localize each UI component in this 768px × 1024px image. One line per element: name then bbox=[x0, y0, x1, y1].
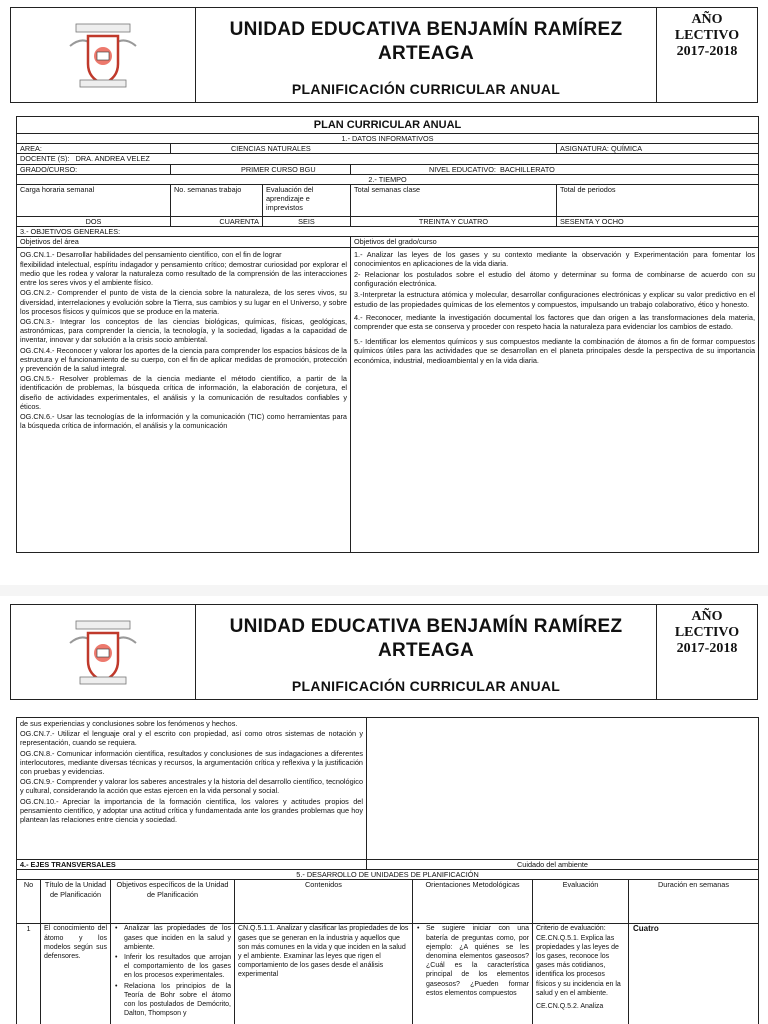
school-name-line1: UNIDAD EDUCATIVA BENJAMÍN RAMÍREZ bbox=[229, 19, 623, 40]
school-crest-icon bbox=[68, 18, 138, 92]
objetivos-cont-table: de sus experiencias y conclusiones sobre los fenómenos y hechos. OG.CN.7.- Utilizar el lenguaje oral y el escrito con propiedad, así como otros sistemas de notación y representación, cuando se requiera. OG.CN.8.- Comunicar información científica, resultados y conclusiones de sus indagaciones a diferentes interlocutores, mediante diversas técnicas y recursos, la argumentación crítica y reflexiva y la justificación con pruebas y evidencias. OG.CN.9.- Comprender y valorar los saberes ancestrales y la historia del desarrollo científico, tecnológico y cultural, considerando la acción que estas ejercen en la vida personal y social. OG.CN.10.- Apreciar la importancia de la formación científica, los valores y actitudes propios del pensamiento científico, y adoptar una actitud crítica y fundamentada ante los grandes problemas que hoy plantean las relaciones entre ciencia y sociedad. 4.- EJES TRANSVERSALES Cuidado del ambiente bbox=[16, 717, 759, 870]
plan-table: PLAN CURRICULAR ANUAL 1.- DATOS INFORMATIVOS AREA: CIENCIAS NATURALES ASIGNATURA: QUÍMICA DOCENTE (S): DRA. ANDREA VELEZ GRADO/CURSO: PRIMER CURSO BGU NIVEL EDUCATIVO: BACHILLERATO 2.- TIEMPO Carga horaria semanal No. semanas trabajo Evaluación del aprendizaje e imprevistos Total semanas clase Total de periodos DOS CUARENTA SEIS TREINTA Y CUATRO SESENTA Y OCHO 3.- OBJETIVOS GENERALES: Objetivos del área Objetivos del grado/curso OG.CN.1.- Desarrollar habilidades del pensamiento científico, con el fin de lograr flexibilidad intelectual, espíritu indagador y pensamiento crítico; demostrar curiosidad por explorar el medio que les rodea y valorar la naturaleza como resultado de la comprensión de las interacciones entre los seres vivos y el ambiente físico. OG.CN.2.- Comprender el punto de vista de la ciencia sobre la naturaleza, de los seres vivos, su diversidad, interrelaciones y evolución sobre la Tierra, sus cambios y su lugar en el Universo, y sobre los procesos físicos y químicos que se produce en la materia. OG.CN.3.- Integrar los conceptos de las ciencias biológicas, químicas, físicas, geológicas, astronómicas, para comprender la ciencia, la tecnología, y la sociedad, ligadas a la capacidad de inventar, innovar y dar solución a la crisis socio ambiental. OG.CN.4.- Reconocer y valorar los aportes de la ciencia para comprender los espacios básicos de la estructura y el funcionamiento de su cuerpo, con el fin de aplicar medidas de promoción, protección y prevención de la salud integral. OG.CN.5.- Resolver problemas de la ciencia mediante el método científico, a partir de la identificación de problemas, la búsqueda crítica de información, la elaboración de conjetura, el diseño de actividades experimentales, el análisis y la comunicación de resultados confiables y éticos. OG.CN.6.- Usar las tecnologías de la información y la comunicación (TIC) como herramientas para la búsqueda crítica de información, el análisis y la comunicación 1.- Analizar las leyes de los gases y su contexto mediante la observación y Experimentación para fomentar los conocimientos en aplicaciones de la vida diaria. 2- Relacionar los postulados sobre el estudio del átomo y determinar su forma de combinarse de acuerdo con su configuración electrónica. 3.-Interpretar la estructura atómica y molecular, desarrollar configuraciones electrónicas y explicar su valor predictivo en el estudio de las propiedades químicas de los elementos y compuestos, impulsando un trabajo colaborativo, ético y honesto. 4.- Reconocer, mediante la investigación documental los factores que dan origen a las transformaciones dela materia, comprender que esta se conserva y proceder con respeto hacia la naturaleza para evidenciar los cambios de estado. 5.- Identificar los elementos químicos y sus compuestos mediante la combinación de átomos a fin de formar compuestos químicos útiles para las actividades que se desarrollan en el planeta principales desde la perspectiva de su importancia económica, industrial, medioambiental y en la vida diaria. bbox=[16, 116, 759, 553]
document-header-2: UNIDAD EDUCATIVA BENJAMÍN RAMÍREZ ARTEAGA PLANIFICACIÓN CURRICULAR ANUAL AÑO LECTIVO 2017-2018 bbox=[10, 604, 758, 700]
units-table-block bbox=[16, 717, 758, 1024]
plan-table-block bbox=[16, 116, 758, 553]
document-subtitle: PLANIFICACIÓN CURRICULAR ANUAL bbox=[291, 81, 561, 97]
section-ejes: 4.- EJES TRANSVERSALES bbox=[17, 860, 367, 870]
objetivos-area: OG.CN.1.- Desarrollar habilidades del pensamiento científico, con el fin de lograr flexibilidad intelectual, espíritu indagador y pensamiento crítico; demostrar curiosidad por explorar el medio que les rodea y valorar la naturaleza como resultado de la comprensión de las interacciones entre los seres vivos y el ambiente físico. OG.CN.2.- Comprender el punto de vista de la ciencia sobre la naturaleza, de los seres vivos, su diversidad, interrelaciones y evolución sobre la Tierra, sus cambios y su lugar en el Universo, y sobre los procesos físicos y químicos que se produce en la materia. OG.CN.3.- Integrar los conceptos de las ciencias biológicas, químicas, físicas, geológicas, astronómicas, para comprender la ciencia, la tecnología, y la sociedad, ligadas a la capacidad de inventar, innovar y dar solución a la crisis socio ambiental. OG.CN.4.- Reconocer y valorar los aportes de la ciencia para comprender los espacios básicos de la estructura y el funcionamiento de su cuerpo, con el fin de aplicar medidas de promoción, protección y prevención de la salud integral. OG.CN.5.- Resolver problemas de la ciencia mediante el método científico, a partir de la identificación de problemas, la búsqueda crítica de información, la elaboración de conjetura, el diseño de actividades experimentales, el análisis y la comunicación de resultados confiables y éticos. OG.CN.6.- Usar las tecnologías de la información y la comunicación (TIC) como herramientas para la búsqueda crítica de información, el análisis y la comunicación bbox=[17, 247, 351, 552]
objetivos-area-cont: de sus experiencias y conclusiones sobre los fenómenos y hechos. OG.CN.7.- Utilizar el lenguaje oral y el escrito con propiedad, así como otros sistemas de notación y representación, cuando se requiera. OG.CN.8.- Comunicar información científica, resultados y conclusiones de sus indagaciones a diferentes interlocutores, mediante diversas técnicas y recursos, la argumentación crítica y reflexiva y la justificación con pruebas y evidencias. OG.CN.9.- Comprender y valorar los saberes ancestrales y la historia del desarrollo científico, tecnológico y cultural, considerando la acción que estas ejercen en la vida personal y social. OG.CN.10.- Apreciar la importancia de la formación científica, los valores y actitudes propios del pensamiento científico, y adoptar una actitud crítica y fundamentada ante los grandes problemas que hoy plantean las relaciones entre ciencia y sociedad. bbox=[17, 718, 367, 860]
page-2 bbox=[0, 596, 768, 1024]
section-datos: 1.- DATOS INFORMATIVOS bbox=[17, 134, 759, 144]
plan-title: PLAN CURRICULAR ANUAL bbox=[17, 117, 759, 134]
section-objetivos: 3.- OBJETIVOS GENERALES: bbox=[17, 227, 759, 237]
school-year: AÑO LECTIVO 2017-2018 bbox=[674, 12, 740, 59]
school-name-line2: ARTEAGA bbox=[377, 43, 475, 64]
school-crest-icon bbox=[68, 615, 138, 689]
section-tiempo: 2.- TIEMPO bbox=[17, 174, 759, 184]
objetivos-grado: 1.- Analizar las leyes de los gases y su contexto mediante la observación y Experimentación para fomentar los conocimientos en aplicaciones de la vida diaria. 2- Relacionar los postulados sobre el estudio del átomo y determinar su forma de combinarse de acuerdo con su configuración electrónica. 3.-Interpretar la estructura atómica y molecular, desarrollar configuraciones electrónicas y explicar su valor predictivo en el estudio de las propiedades químicas de los elementos y compuestos, impulsando un trabajo colaborativo, ético y honesto. 4.- Reconocer, mediante la investigación documental los factores que dan origen a las transformaciones dela materia, comprender que esta se conserva y proceder con respeto hacia la naturaleza para evidenciar los cambios de estado. 5.- Identificar los elementos químicos y sus compuestos mediante la combinación de átomos a fin de formar compuestos químicos útiles para las actividades que se desarrollan en el planeta principales desde la perspectiva de su importancia económica, industrial, medioambiental y en la vida diaria. bbox=[351, 247, 759, 552]
units-table: 5.- DESARROLLO DE UNIDADES DE PLANIFICACIÓN No Título de la Unidad de Planificación Objetivos específicos de la Unidad de Planificación Contenidos Orientaciones Metodológicas Evaluación Duración en semanas 1 El conocimiento del átomo y los modelos según sus defensores. • Analizar las propiedades de los gases que inciden en la salud y ambiente. • Inferir los resultados que arrojan el comportamiento de los gases en los procesos experimentales. • Relaciona los principios de la Teoría de Bohr sobre el átomo con los postulados de Demócrito, Dalton, Thompson y CN.Q.5.1.1. Analizar y clasificar las propiedades de los gases que se generan en la industria y aquellos que son más comunes en la vida y que inciden en la salud y el ambiente. Examinar las leyes que rigen el comportamiento de los gases desde el análisis experimental • Se sugiere iniciar con una batería de preguntas como, por ejemplo: ¿A quiénes se les denomina elementos gaseosos? ¿Cuál es la característica principal de los elementos gaseosos? ¿Pueden formar estos elementos compuestos Criterio de evaluación: CE.CN.Q.5.1. Explica las propiedades y las leyes de los gases, reconoce los gases más cotidianos, identifica los procesos físicos y su incidencia en la salud y en el ambiente. CE.CN.Q.5.2. Analiza Cuatro bbox=[16, 870, 759, 1024]
school-logo bbox=[11, 8, 196, 102]
school-logo-2 bbox=[11, 605, 196, 699]
section-unidades: 5.- DESARROLLO DE UNIDADES DE PLANIFICACIÓN bbox=[17, 870, 759, 880]
table-row: 1 El conocimiento del átomo y los modelos según sus defensores. • Analizar las propiedades de los gases que inciden en la salud y ambiente. • Inferir los resultados que arrojan el comportamiento de los gases en los procesos experimentales. • Relaciona los principios de la Teoría de Bohr sobre el átomo con los postulados de Demócrito, Dalton, Thompson y CN.Q.5.1.1. Analizar y clasificar las propiedades de los gases que se generan en la industria y aquellos que son más comunes en la vida y que inciden en la salud y el ambiente. Examinar las leyes que rigen el comportamiento de los gases desde el análisis experimental • Se sugiere iniciar con una batería de preguntas como, por ejemplo: ¿A quiénes se les denomina elementos gaseosos? ¿Cuál es la característica principal de los elementos gaseosos? ¿Pueden formar estos elementos compuestos Criterio de evaluación: CE.CN.Q.5.1. Explica las propiedades y las leyes de los gases, reconoce los gases más cotidianos, identifica los procesos físicos y su incidencia en la salud y en el ambiente. CE.CN.Q.5.2. Analiza Cuatro bbox=[17, 924, 759, 1024]
document-header bbox=[10, 7, 758, 103]
